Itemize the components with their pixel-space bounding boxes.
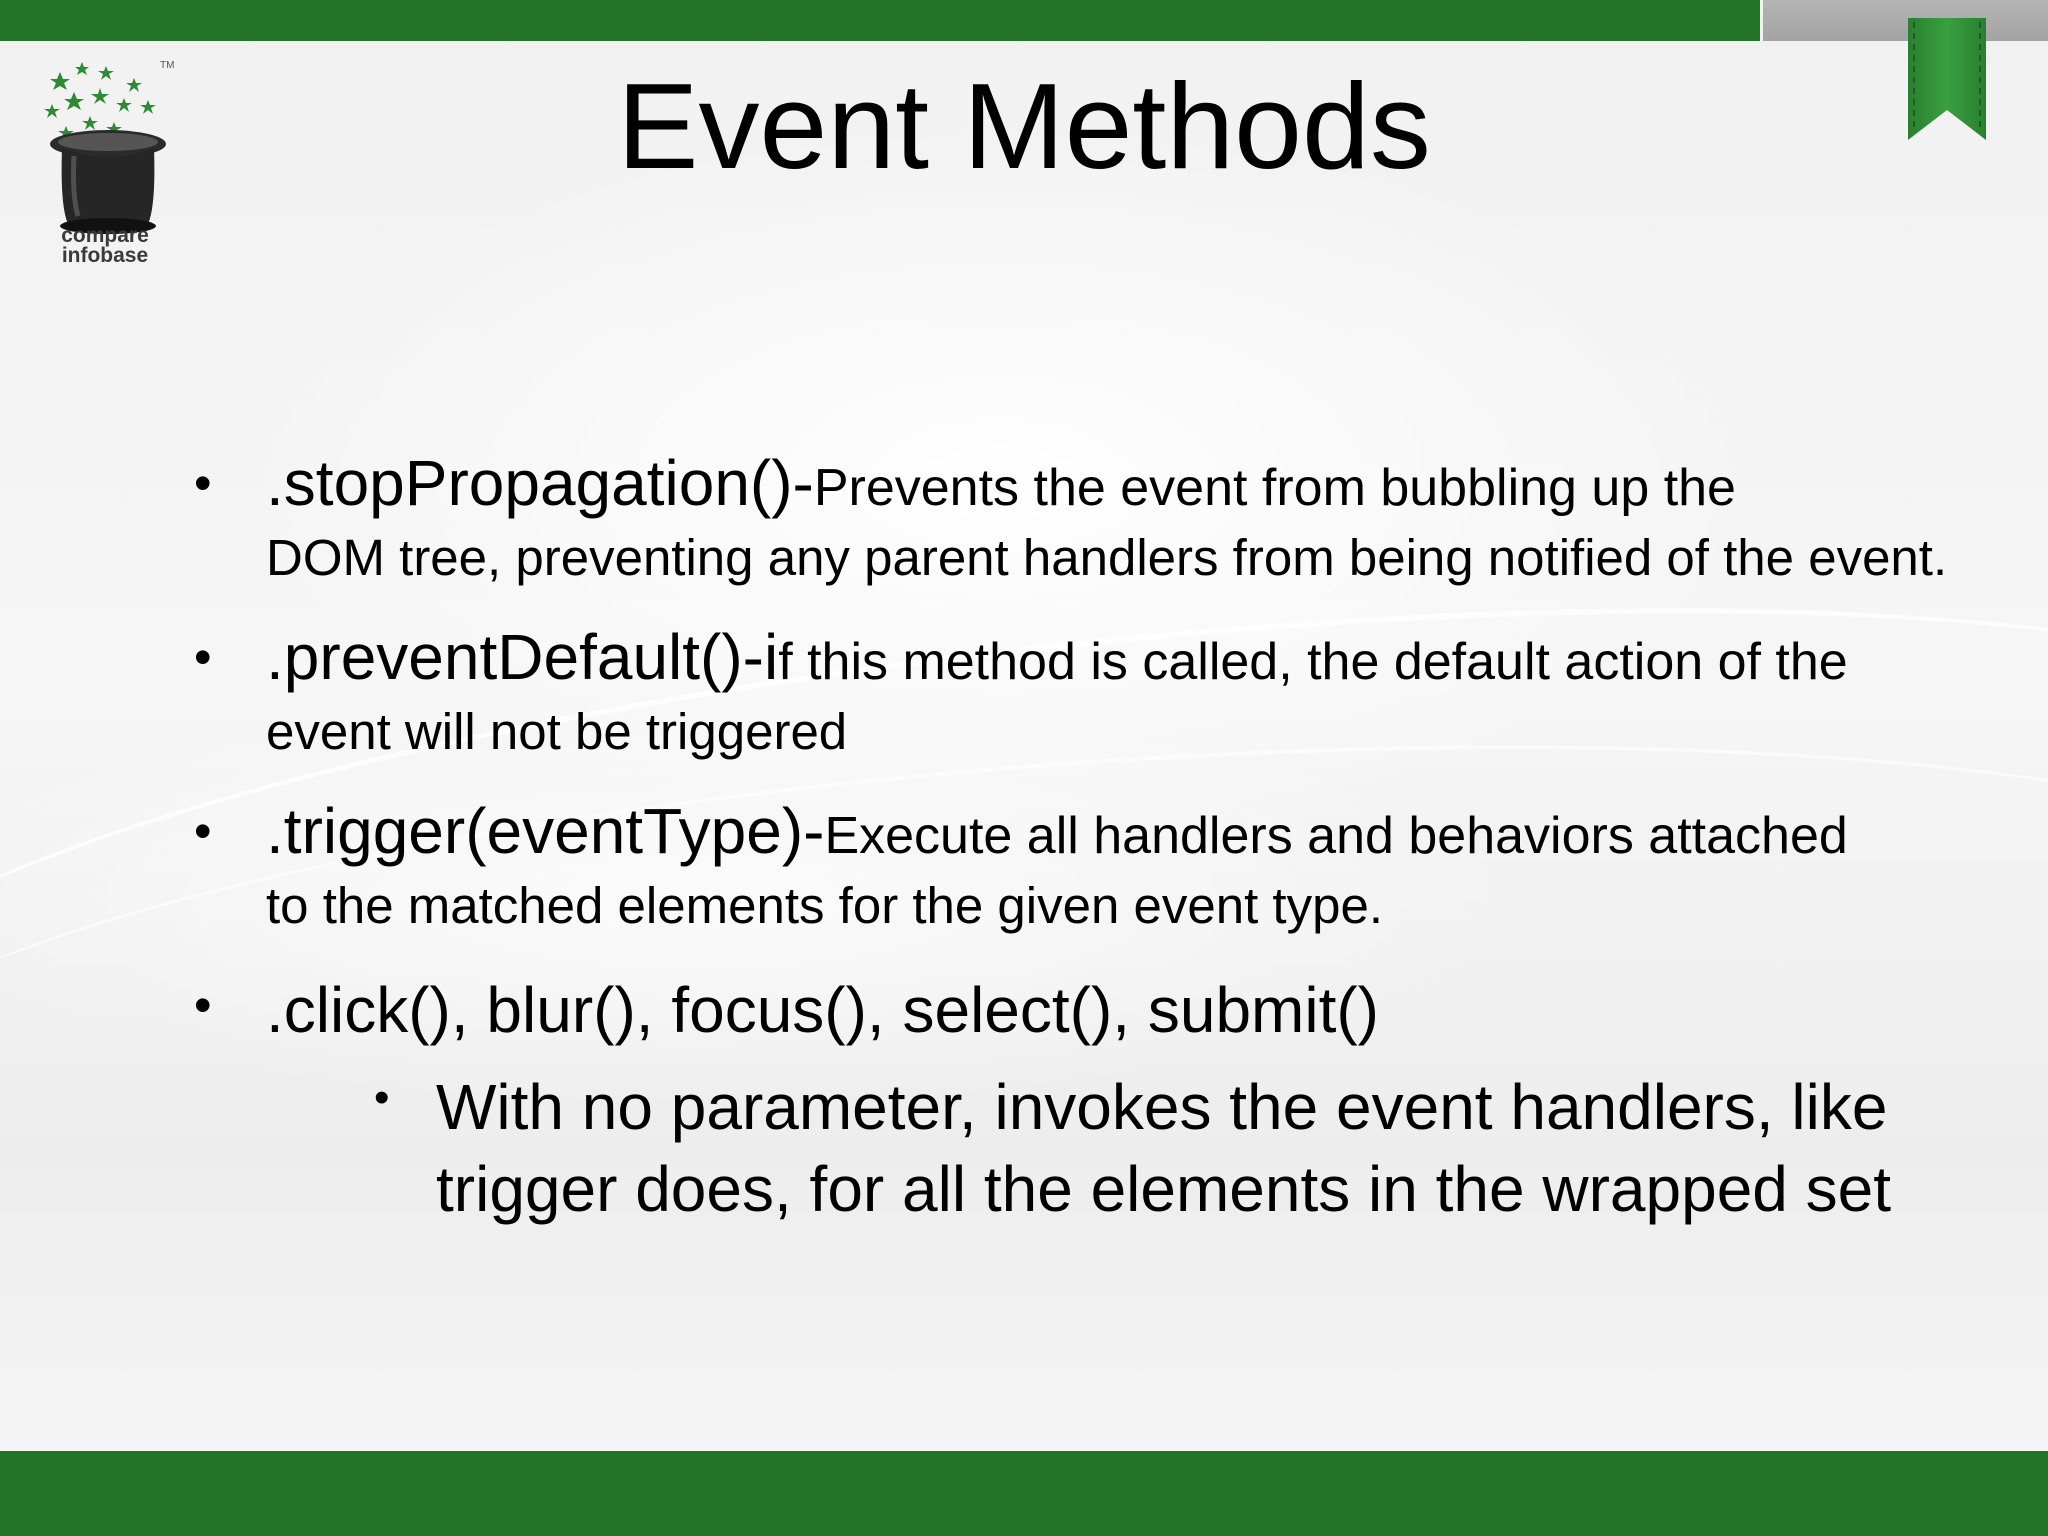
method-name: .stopPropagation()- bbox=[266, 447, 814, 519]
top-green-bar bbox=[0, 0, 1760, 41]
method-name: .preventDefault()-i bbox=[266, 621, 779, 693]
bullet-shortcut-methods bbox=[186, 970, 2016, 1230]
bullet-stop-propagation bbox=[186, 448, 2016, 592]
bottom-green-bar bbox=[0, 1451, 2048, 1536]
slide-title: Event Methods bbox=[617, 58, 1431, 194]
method-name: .trigger(eventType)- bbox=[266, 795, 825, 867]
bullet-list bbox=[186, 448, 2016, 1260]
bullet-trigger bbox=[186, 796, 2016, 940]
method-description-continued: event will not be triggered bbox=[266, 703, 848, 760]
bullet-dot: • bbox=[194, 455, 212, 511]
logo-line-compare: compare bbox=[61, 224, 149, 247]
method-description-continued: DOM tree, preventing any parent handlers from being notified of the event. bbox=[266, 529, 1948, 586]
method-description-continued: to the matched elements for the given event type. bbox=[266, 877, 1383, 934]
logo-line-infobase: infobase bbox=[61, 244, 149, 267]
method-description: Execute all handlers and behaviors attached bbox=[824, 807, 1848, 865]
sub-bullet-no-parameter bbox=[266, 1066, 2016, 1230]
bullet-dot: • bbox=[194, 977, 212, 1033]
bullet-dot: • bbox=[194, 803, 212, 859]
trademark-mark: TM bbox=[160, 60, 175, 71]
sub-bullet-text: With no parameter, invokes the event handlers, like trigger does, for all the elements in the wrapped set bbox=[436, 1071, 1892, 1225]
bullet-dot: • bbox=[194, 629, 212, 685]
method-description: f this method is called, the default action of the bbox=[778, 633, 1848, 691]
logo-wordmark bbox=[40, 226, 170, 266]
sub-bullet-dot: • bbox=[374, 1073, 390, 1122]
bullet-prevent-default bbox=[186, 622, 2016, 766]
method-description: Prevents the event from bubbling up the bbox=[813, 459, 1736, 517]
method-name: .click(), blur(), focus(), select(), submit() bbox=[266, 974, 1379, 1046]
